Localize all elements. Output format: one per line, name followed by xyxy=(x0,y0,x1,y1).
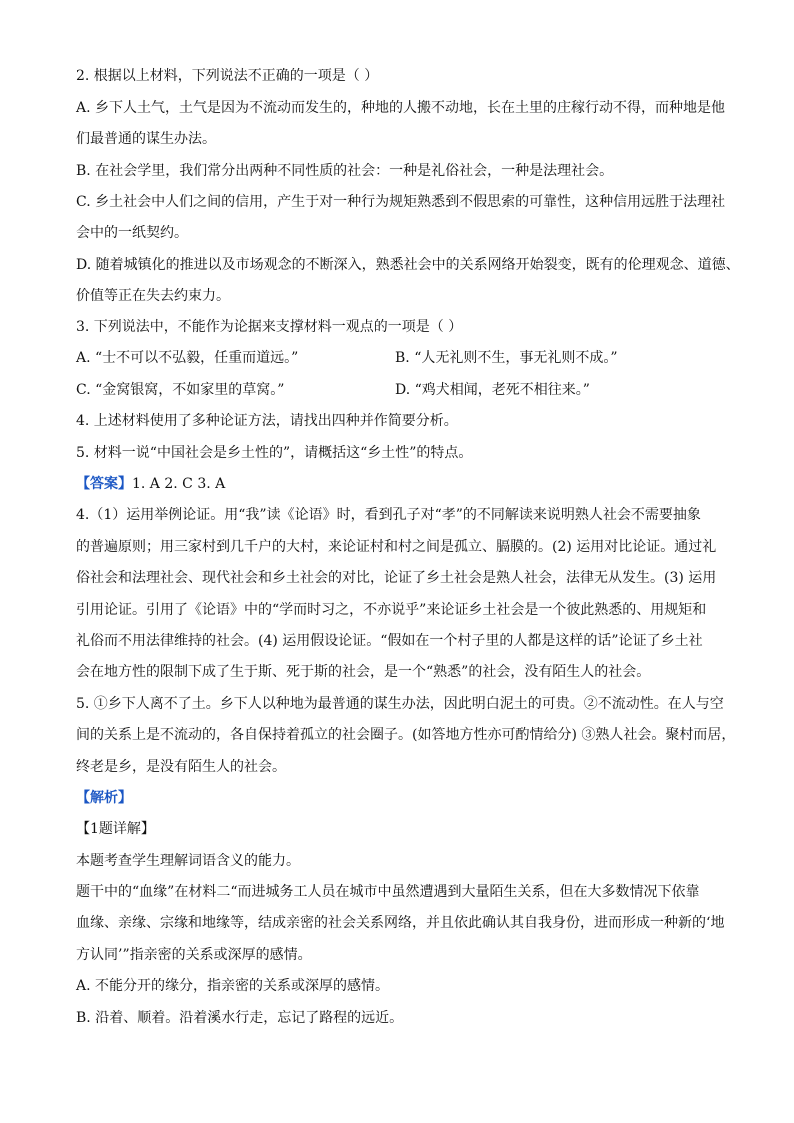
q3-option-b: B. “人无礼则不生，事无礼则不成。” xyxy=(395,350,618,366)
q2-option-a-line1: A. 乡下人土气，土气是因为不流动而发生的，种地的人搬不动地，长在土里的庄稼行动不得，而种地是他 xyxy=(76,100,726,116)
q4-stem: 4. 上述材料使用了多种论证方法，请找出四种并作简要分析。 xyxy=(76,413,458,429)
q2-option-c-line1: C. 乡土社会中人们之间的信用，产生于对一种行为规矩熟悉到不假思索的可靠性，这种信用远胜于法理社 xyxy=(76,194,726,210)
q1-detail-tag: 【1题详解】 xyxy=(76,821,155,837)
detail-option-b: B. 沿着、顺着。沿着溪水行走，忘记了路程的远近。 xyxy=(76,1010,404,1026)
answer4-line6: 会在地方性的限制下成了生于斯、死于斯的社会，是一个“熟悉”的社会，没有陌生人的社会。 xyxy=(76,664,651,680)
answer5-line1: 5. ①乡下人离不了土。乡下人以种地为最普通的谋生办法，因此明白泥土的可贵。②不流动性。在人与空 xyxy=(76,696,724,712)
answer4-line5: 礼俗而不用法律维持的社会。(4) 运用假设论证。“假如在一个村子里的人都是这样的话”论证了乡土社 xyxy=(76,633,703,649)
q5-stem: 5. 材料一说“中国社会是乡土性的”，请概括这“乡土性”的特点。 xyxy=(76,445,473,461)
detail-line3: 血缘、亲缘、宗缘和地缘等，结成亲密的社会关系网络，并且依此确认其自我身份，进而形成一种新的‘地 xyxy=(76,915,725,931)
answer4-line4: 引用论证。引用了《论语》中的“学而时习之，不亦说乎”来论证乡土社会是一个彼此熟悉的、用规矩和 xyxy=(76,602,707,618)
q3-option-d: D. “鸡犬相闻，老死不相往来。” xyxy=(395,382,590,398)
detail-option-a: A. 不能分开的缘分，指亲密的关系或深厚的感情。 xyxy=(76,978,390,994)
answer5-line3: 终老是乡，是没有陌生人的社会。 xyxy=(76,759,286,775)
q2-stem: 2. 根据以上材料，下列说法不正确的一项是（ ） xyxy=(76,68,379,84)
q3-option-a: A. “士不可以不弘毅，任重而道远。” xyxy=(76,350,299,366)
answer4-line1: 4.（1）运用举例论证。用“我”读《论语》时，看到孔子对“孝”的不同解读来说明熟人社会不需要抽象 xyxy=(76,507,701,523)
answer-choices: 1. A 2. C 3. A xyxy=(132,476,226,492)
q3-stem: 3. 下列说法中，不能作为论据来支撑材料一观点的一项是（ ） xyxy=(76,319,463,335)
answer-row xyxy=(76,474,225,494)
answer-tag: 【答案】 xyxy=(76,476,132,492)
q2-option-d-line1: D. 随着城镇化的推进以及市场观念的不断深入，熟悉社会中的关系网络开始裂变，既有的伦理观念、道德、 xyxy=(76,257,740,273)
q2-option-a-line2: 们最普通的谋生办法。 xyxy=(76,131,216,147)
q2-option-b: B. 在社会学里，我们常分出两种不同性质的社会：一种是礼俗社会，一种是法理社会。 xyxy=(76,163,614,179)
detail-line4: 方认同’”指亲密的关系或深厚的感情。 xyxy=(76,947,312,963)
answer5-line2: 间的关系上是不流动的，各自保持着孤立的社会圈子。(如答地方性亦可酌情给分) ③熟人社会。聚村而居， xyxy=(76,727,736,743)
q2-option-c-line2: 会中的一纸契约。 xyxy=(76,225,188,241)
answer4-line3: 俗社会和法理社会、现代社会和乡土社会的对比，论证了乡土社会是熟人社会，法律无从发生。(3) 运用 xyxy=(76,570,717,586)
detail-line2: 题干中的“血缘”在材料二“而进城务工人员在城市中虽然遭遇到大量陌生关系，但在大多数情况下依靠 xyxy=(76,884,700,900)
analysis-tag: 【解析】 xyxy=(76,790,132,806)
detail-line1: 本题考查学生理解词语含义的能力。 xyxy=(76,853,300,869)
answer4-line2: 的普遍原则；用三家村到几千户的大村，来论证村和村之间是孤立、膈膜的。(2) 运用对比论证。通过礼 xyxy=(76,539,717,555)
q2-option-d-line2: 价值等正在失去约束力。 xyxy=(76,288,230,304)
q3-option-c: C. “金窝银窝，不如家里的草窝。” xyxy=(76,382,285,398)
